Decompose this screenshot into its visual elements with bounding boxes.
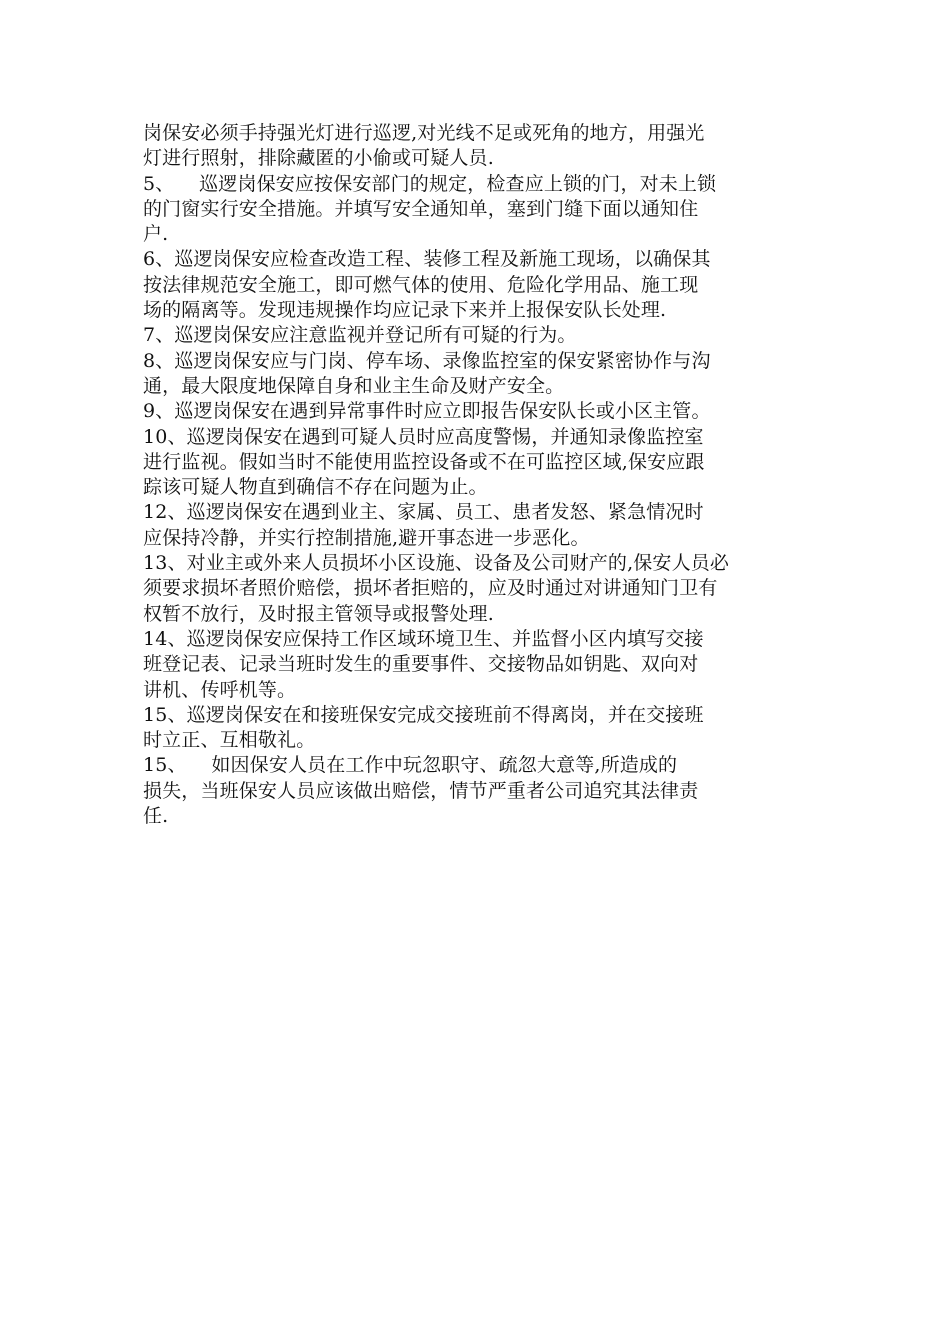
text-line: 9、巡逻岗保安在遇到异常事件时应立即报告保安队长或小区主管。 xyxy=(143,400,711,423)
document-body xyxy=(143,121,808,829)
text-line: 12、巡逻岗保安在遇到业主、家属、员工、患者发怒、紧急情况时 xyxy=(143,501,704,524)
text-line: 灯进行照射，排除藏匿的小偷或可疑人员. xyxy=(143,147,494,170)
text-line: 时立正、互相敬礼。 xyxy=(143,729,316,752)
text-line: 的门窗实行安全措施。并填写安全通知单，塞到门缝下面以通知住 xyxy=(143,197,699,220)
text-line: 7、巡逻岗保安应注意监视并登记所有可疑的行为。 xyxy=(143,324,577,347)
text-line: 岗保安必须手持强光灯进行巡逻,对光线不足或死角的地方，用强光 xyxy=(143,122,705,144)
text-line: 5、 巡逻岗保安应按保安部门的规定，检查应上锁的门，对未上锁 xyxy=(143,172,717,195)
text-line: 8、巡逻岗保安应与门岗、停车场、录像监控室的保安紧密协作与沟 xyxy=(143,349,711,372)
text-line: 任. xyxy=(143,805,169,828)
text-line: 10、巡逻岗保安在遇到可疑人员时应高度警惕，并通知录像监控室 xyxy=(143,425,704,448)
text-line: 14、巡逻岗保安应保持工作区域环境卫生、并监督小区内填写交接 xyxy=(143,627,704,650)
text-line: 踪该可疑人物直到确信不存在问题为止。 xyxy=(143,476,488,499)
text-line: 应保持冷静，并实行控制措施,避开事态进一步恶化。 xyxy=(143,526,590,549)
text-line: 权暂不放行，及时报主管领导或报警处理. xyxy=(143,602,494,625)
text-line: 6、巡逻岗保安应检查改造工程、装修工程及新施工现场，以确保其 xyxy=(143,248,711,271)
text-line: 场的隔离等。发现违规操作均应记录下来并上报保安队长处理. xyxy=(143,299,667,322)
text-line: 15、 如因保安人员在工作中玩忽职守、疏忽大意等,所造成的 xyxy=(143,754,678,777)
text-line: 损失，当班保安人员应该做出赔偿，情节严重者公司追究其法律责 xyxy=(143,779,699,802)
text-line: 班登记表、记录当班时发生的重要事件、交接物品如钥匙、双向对 xyxy=(143,653,699,676)
text-line: 讲机、传呼机等。 xyxy=(143,678,297,701)
text-line: 须要求损坏者照价赔偿，损坏者拒赔的，应及时通过对讲通知门卫有 xyxy=(143,577,718,600)
text-line: 通，最大限度地保障自身和业主生命及财产安全。 xyxy=(143,374,565,397)
text-line: 按法律规范安全施工，即可燃气体的使用、危险化学用品、施工现 xyxy=(143,273,699,296)
text-line: 15、巡逻岗保安在和接班保安完成交接班前不得离岗，并在交接班 xyxy=(143,703,704,726)
text-line: 进行监视。假如当时不能使用监控设备或不在可监控区域,保安应跟 xyxy=(143,450,705,473)
text-line: 户. xyxy=(143,223,169,246)
text-line: 13、对业主或外来人员损坏小区设施、设备及公司财产的,保安人员必 xyxy=(143,552,730,575)
